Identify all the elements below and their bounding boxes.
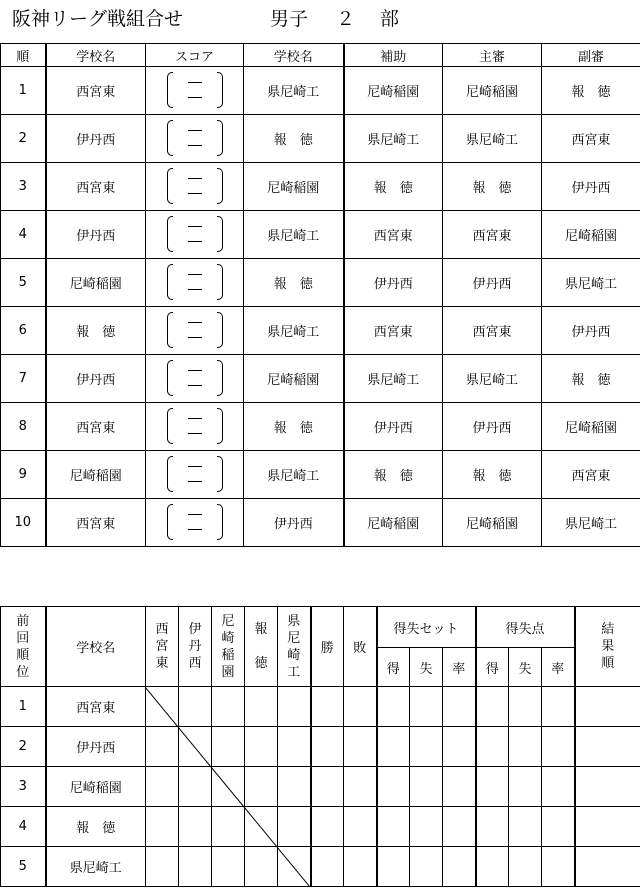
referee: 県尼崎工 (443, 115, 542, 163)
match-order: 4 (1, 211, 46, 259)
result-cell[interactable] (476, 687, 509, 727)
team-b: 県尼崎工 (244, 451, 344, 499)
result-cell[interactable] (212, 727, 245, 767)
score-cell (146, 499, 244, 547)
school-name: 県尼崎工 (46, 847, 146, 887)
prev-rank: 5 (1, 847, 46, 887)
header-sets: 得失セット (377, 607, 476, 648)
referee: 報 徳 (443, 451, 542, 499)
header-opp-2: 尼 崎 稲 園 (212, 607, 245, 687)
prev-rank: 4 (1, 807, 46, 847)
result-cell[interactable] (179, 807, 212, 847)
result-cell[interactable] (476, 847, 509, 887)
result-cell[interactable] (212, 687, 245, 727)
result-row (1, 687, 640, 727)
sub-referee: 尼崎稲園 (542, 211, 640, 259)
result-cell[interactable] (377, 807, 410, 847)
result-cell[interactable] (542, 807, 575, 847)
assist: 県尼崎工 (344, 355, 443, 403)
score-box[interactable] (165, 165, 225, 205)
header-opp-3: 報 徳 (245, 607, 278, 687)
assist: 伊丹西 (344, 259, 443, 307)
prev-rank: 2 (1, 727, 46, 767)
result-cell[interactable] (410, 767, 443, 807)
prev-rank: 3 (1, 767, 46, 807)
match-order: 1 (1, 67, 46, 115)
assist: 尼崎稲園 (344, 499, 443, 547)
result-cell[interactable] (443, 807, 476, 847)
result-cell[interactable] (542, 727, 575, 767)
result-cell[interactable] (146, 847, 179, 887)
result-cell[interactable] (476, 727, 509, 767)
header-sub-referee: 副審 (542, 44, 640, 67)
sub-referee: 尼崎稲園 (542, 403, 640, 451)
sub-referee: 県尼崎工 (542, 259, 640, 307)
school-name: 報 徳 (46, 807, 146, 847)
prev-rank: 1 (1, 687, 46, 727)
match-table (0, 43, 640, 547)
team-a: 伊丹西 (46, 115, 146, 163)
team-a: 伊丹西 (46, 355, 146, 403)
result-cell[interactable] (179, 727, 212, 767)
result-cell[interactable] (509, 847, 542, 887)
match-order: 9 (1, 451, 46, 499)
referee: 県尼崎工 (443, 355, 542, 403)
header-school-a: 学校名 (46, 44, 146, 67)
score-box[interactable] (165, 69, 225, 109)
team-a: 尼崎稲園 (46, 259, 146, 307)
result-rank (575, 807, 640, 847)
match-row (1, 355, 640, 403)
result-cell[interactable] (344, 687, 377, 727)
result-cell[interactable] (212, 847, 245, 887)
match-order: 10 (1, 499, 46, 547)
match-order: 2 (1, 115, 46, 163)
gender-label: 男子 (270, 8, 309, 30)
league-title: 阪神リーグ戦組合せ (12, 8, 184, 30)
team-a: 西宮東 (46, 163, 146, 211)
match-row (1, 499, 640, 547)
referee: 西宮東 (443, 307, 542, 355)
sub-referee: 県尼崎工 (542, 499, 640, 547)
result-cell[interactable] (377, 767, 410, 807)
result-rank (575, 847, 640, 887)
result-row (1, 767, 640, 807)
result-cell[interactable] (245, 847, 278, 887)
header-score: スコア (146, 44, 244, 67)
result-cell[interactable] (344, 847, 377, 887)
sub-referee: 西宮東 (542, 451, 640, 499)
match-row (1, 67, 640, 115)
result-cell[interactable] (377, 687, 410, 727)
result-cell[interactable] (542, 687, 575, 727)
header-set-rate: 率 (443, 648, 476, 687)
result-cell[interactable] (179, 767, 212, 807)
assist: 尼崎稲園 (344, 67, 443, 115)
score-cell (146, 355, 244, 403)
team-a: 西宮東 (46, 499, 146, 547)
result-cell[interactable] (542, 767, 575, 807)
match-row (1, 307, 640, 355)
score-box[interactable] (165, 309, 225, 349)
result-cell[interactable] (245, 727, 278, 767)
result-cell[interactable] (212, 767, 245, 807)
team-b: 伊丹西 (244, 499, 344, 547)
sub-referee: 伊丹西 (542, 307, 640, 355)
sub-referee: 報 徳 (542, 355, 640, 403)
assist: 報 徳 (344, 163, 443, 211)
result-cell[interactable] (146, 807, 179, 847)
result-cell[interactable] (377, 847, 410, 887)
team-a: 報 徳 (46, 307, 146, 355)
team-a: 西宮東 (46, 403, 146, 451)
result-cell[interactable] (410, 847, 443, 887)
result-cell[interactable] (509, 767, 542, 807)
score-cell (146, 163, 244, 211)
result-cell[interactable] (245, 687, 278, 727)
result-cell[interactable] (146, 687, 179, 727)
result-cell[interactable] (179, 687, 212, 727)
score-cell (146, 307, 244, 355)
result-cell[interactable] (443, 767, 476, 807)
result-cell[interactable] (311, 727, 344, 767)
score-box[interactable] (165, 453, 225, 493)
result-cell[interactable] (344, 727, 377, 767)
match-row (1, 451, 640, 499)
score-cell (146, 259, 244, 307)
result-rank (575, 687, 640, 727)
match-row (1, 163, 640, 211)
team-a: 伊丹西 (46, 211, 146, 259)
score-cell (146, 67, 244, 115)
result-cell[interactable] (146, 727, 179, 767)
header-assist: 補助 (344, 44, 443, 67)
result-cell[interactable] (410, 727, 443, 767)
score-cell (146, 211, 244, 259)
result-cell[interactable] (443, 687, 476, 727)
team-b: 報 徳 (244, 403, 344, 451)
result-cell[interactable] (344, 807, 377, 847)
sub-referee: 報 徳 (542, 67, 640, 115)
result-cell[interactable] (509, 807, 542, 847)
header-win: 勝 (311, 607, 344, 687)
result-cell[interactable] (311, 687, 344, 727)
result-cell[interactable] (311, 847, 344, 887)
result-cell[interactable] (245, 767, 278, 807)
score-box[interactable] (165, 213, 225, 253)
result-cell[interactable] (509, 687, 542, 727)
result-cell[interactable] (245, 807, 278, 847)
result-cell[interactable] (212, 807, 245, 847)
team-b: 県尼崎工 (244, 67, 344, 115)
assist: 伊丹西 (344, 403, 443, 451)
score-box[interactable] (165, 357, 225, 397)
referee: 尼崎稲園 (443, 499, 542, 547)
match-order: 8 (1, 403, 46, 451)
result-cell[interactable] (311, 807, 344, 847)
header-points: 得失点 (476, 607, 575, 648)
assist: 報 徳 (344, 451, 443, 499)
school-name: 伊丹西 (46, 727, 146, 767)
result-cell[interactable] (410, 687, 443, 727)
score-box[interactable] (165, 117, 225, 157)
result-cell[interactable] (476, 767, 509, 807)
result-cell[interactable] (377, 727, 410, 767)
header-point-against: 失 (509, 648, 542, 687)
header-point-for: 得 (476, 648, 509, 687)
team-a: 西宮東 (46, 67, 146, 115)
referee: 西宮東 (443, 211, 542, 259)
score-cell (146, 403, 244, 451)
team-a: 尼崎稲園 (46, 451, 146, 499)
result-cell[interactable] (509, 727, 542, 767)
result-cell[interactable] (476, 807, 509, 847)
header-opp-0: 西 宮 東 (146, 607, 179, 687)
header-school: 学校名 (46, 607, 146, 687)
referee: 伊丹西 (443, 259, 542, 307)
result-rank (575, 727, 640, 767)
header-school-b: 学校名 (244, 44, 344, 67)
match-order: 7 (1, 355, 46, 403)
header-referee: 主審 (443, 44, 542, 67)
result-cell[interactable] (278, 767, 311, 807)
score-box[interactable] (165, 501, 225, 541)
header-opp-4: 県 尼 崎 工 (278, 607, 311, 687)
header-loss: 敗 (344, 607, 377, 687)
sub-referee: 西宮東 (542, 115, 640, 163)
match-row (1, 211, 640, 259)
referee: 尼崎稲園 (443, 67, 542, 115)
assist: 県尼崎工 (344, 115, 443, 163)
team-b: 報 徳 (244, 115, 344, 163)
score-box[interactable] (165, 405, 225, 445)
result-cell[interactable] (278, 807, 311, 847)
score-box[interactable] (165, 261, 225, 301)
team-b: 尼崎稲園 (244, 163, 344, 211)
school-name: 尼崎稲園 (46, 767, 146, 807)
result-cell[interactable] (542, 847, 575, 887)
match-row (1, 259, 640, 307)
match-order: 5 (1, 259, 46, 307)
assist: 西宮東 (344, 211, 443, 259)
result-cell[interactable] (278, 687, 311, 727)
result-table (0, 606, 640, 887)
sub-referee: 伊丹西 (542, 163, 640, 211)
result-row (1, 847, 640, 887)
team-b: 県尼崎工 (244, 307, 344, 355)
header-set-for: 得 (377, 648, 410, 687)
result-cell[interactable] (278, 727, 311, 767)
result-cell[interactable] (311, 767, 344, 807)
result-row (1, 807, 640, 847)
team-b: 尼崎稲園 (244, 355, 344, 403)
result-rank (575, 767, 640, 807)
result-cell[interactable] (278, 847, 311, 887)
header-opp-1: 伊 丹 西 (179, 607, 212, 687)
score-cell (146, 451, 244, 499)
match-header-row (1, 44, 640, 67)
division-suffix: 部 (380, 8, 400, 30)
header-point-rate: 率 (542, 648, 575, 687)
result-cell[interactable] (179, 847, 212, 887)
school-name: 西宮東 (46, 687, 146, 727)
header-order: 順 (1, 44, 46, 67)
result-cell[interactable] (146, 767, 179, 807)
assist: 西宮東 (344, 307, 443, 355)
result-cell[interactable] (443, 727, 476, 767)
header-set-against: 失 (410, 648, 443, 687)
division-number: ２ (336, 8, 356, 30)
referee: 伊丹西 (443, 403, 542, 451)
header-prev-rank: 前 回 順 位 (1, 607, 46, 687)
result-row (1, 727, 640, 767)
team-b: 報 徳 (244, 259, 344, 307)
team-b: 県尼崎工 (244, 211, 344, 259)
result-cell[interactable] (344, 767, 377, 807)
score-cell (146, 115, 244, 163)
referee: 報 徳 (443, 163, 542, 211)
result-cell[interactable] (410, 807, 443, 847)
match-order: 6 (1, 307, 46, 355)
match-row (1, 403, 640, 451)
header-result: 結 果 順 (575, 607, 640, 687)
match-order: 3 (1, 163, 46, 211)
match-row (1, 115, 640, 163)
result-cell[interactable] (443, 847, 476, 887)
